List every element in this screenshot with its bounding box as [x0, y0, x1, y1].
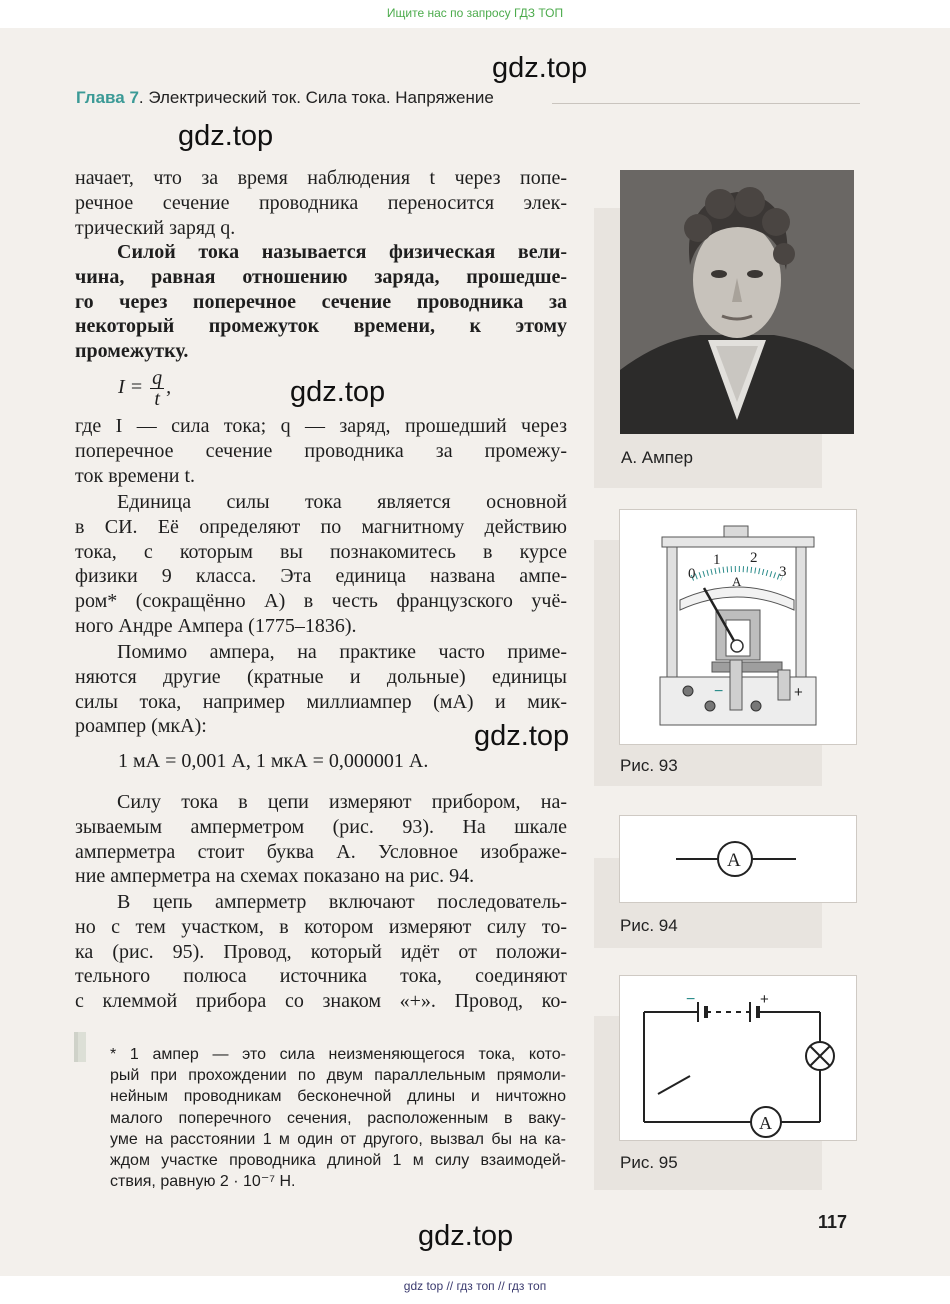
watermark: gdz.top	[178, 120, 274, 152]
text-line: начает, что за время наблюдения t через попе-	[75, 167, 567, 189]
plus-label: +	[794, 684, 803, 701]
circuit-drawing	[620, 976, 856, 1140]
chapter-header	[76, 88, 494, 108]
footnote	[110, 1044, 566, 1192]
watermark: gdz.top	[492, 52, 588, 84]
paragraph-other-units	[75, 640, 567, 739]
scale-letter-a: A	[732, 574, 742, 589]
page-number: 117	[818, 1212, 848, 1232]
formula-lhs: I =	[118, 376, 144, 399]
units-equation: 1 мА = 0,001 А, 1 мкА = 0,000001 А.	[118, 750, 429, 772]
text-line: где I — сила тока; q — заряд, прошедший через	[75, 415, 567, 437]
text-line: ток времени t.	[75, 464, 196, 487]
battery-plus-label: +	[760, 991, 769, 1008]
figure-95-caption: Рис. 95	[620, 1153, 678, 1172]
text-line: го через поперечное сечение проводника за	[75, 290, 567, 313]
header-rule	[552, 103, 860, 104]
battery-minus-label: −	[686, 991, 696, 1008]
text-line: в СИ. Её определяют по магнитному действию	[75, 515, 567, 538]
ammeter-symbol-letter: A	[727, 850, 741, 871]
text-line: зываемым амперметром (рис. 93). На шкале	[75, 815, 567, 838]
text-line: уме на расстоянии 1 м один от другого, вызвал бы на ка-	[110, 1130, 566, 1148]
ampere-portrait-image	[620, 170, 854, 434]
text-line: некоторый промежуток времени, к этому	[75, 315, 567, 338]
paragraph-legend	[75, 414, 567, 488]
text-line: ние амперметра на схемах показано на рис. 94.	[75, 865, 475, 888]
paragraph-ammeter	[75, 790, 567, 889]
paragraph-connection	[75, 890, 567, 1014]
text-line: трический заряд q.	[75, 216, 236, 239]
text-line: Силу тока в цепи измеряют прибором, на-	[117, 791, 567, 813]
figure-95-box	[619, 975, 857, 1141]
watermark: gdz.top	[474, 720, 570, 752]
text-line: * 1 ампер — это сила неизменяющегося тока, кото-	[110, 1046, 566, 1063]
paragraph-intro	[75, 166, 567, 240]
current-formula	[118, 368, 171, 409]
text-line: амперметра стоит буква А. Условное изображе-	[75, 840, 567, 863]
watermark: gdz.top	[290, 376, 386, 408]
text-line: няются другие (кратные и дольные) единицы	[75, 665, 567, 688]
figure-93-caption: Рис. 93	[620, 756, 678, 775]
minus-label: −	[714, 683, 724, 700]
text-line: с клеммой прибора со знаком «+». Провод, ко-	[75, 990, 567, 1013]
text-line: поперечное сечение проводника за промежу-	[75, 439, 567, 462]
text-line: тока, с которым вы познакомитесь в курсе	[75, 540, 567, 563]
watermark: gdz.top	[418, 1220, 514, 1252]
text-line: малого поперечного сечения, расположенным в ваку-	[110, 1109, 566, 1127]
bottom-links[interactable]: gdz top // гдз топ // гдз топ	[403, 1279, 547, 1293]
text-line: физики 9 класса. Эта единица названа ампе-	[75, 565, 567, 588]
text-line: силы тока, например миллиампер (мА) и мик-	[75, 690, 567, 713]
paragraph-si-unit	[75, 490, 567, 639]
definition-current	[75, 240, 567, 364]
text-line: ного Андре Ампера (1775–1836).	[75, 614, 357, 637]
formula-numerator: q	[152, 367, 163, 389]
formula-fraction	[150, 368, 164, 409]
text-line: тельного полюса источника тока, соединяют	[75, 965, 567, 988]
text-line: речное сечение проводника переносится элек-	[75, 191, 567, 214]
chapter-label: Глава 7	[76, 88, 139, 107]
text-line: ром* (сокращённо А) в честь французского учё-	[75, 590, 567, 613]
text-line: рый при прохождении по двум параллельным прямоли-	[110, 1067, 566, 1085]
text-line: ствия, равную 2 · 10⁻⁷ Н.	[110, 1173, 296, 1191]
text-line: но с тем участком, в котором измеряют силу то-	[75, 915, 567, 938]
text-line: промежутку.	[75, 340, 189, 363]
text-line: чина, равная отношению заряда, прошедше-	[75, 265, 567, 288]
figure-94-caption: Рис. 94	[620, 916, 678, 935]
scale-label-0: 0	[688, 566, 696, 582]
formula-tail: ,	[166, 376, 172, 399]
text-line: Помимо ампера, на практике часто приме-	[117, 641, 567, 663]
top-banner[interactable]: Ищите нас по запросу ГДЗ ТОП	[386, 6, 564, 20]
chapter-title: . Электрический ток. Сила тока. Напряжение	[138, 88, 494, 107]
ammeter-drawing	[620, 510, 856, 744]
scale-label-1: 1	[713, 552, 721, 568]
text-line: ка (рис. 95). Провод, который идёт от положи-	[75, 940, 567, 963]
scale-label-2: 2	[750, 550, 758, 566]
figure-94-box	[619, 815, 857, 903]
text-line: Единица силы тока является основной	[117, 491, 567, 513]
text-line: Силой тока называется физическая вели-	[117, 241, 567, 263]
text-line: нейным проводникам бесконечной длины и ничтожно	[110, 1088, 566, 1106]
footnote-marker-box	[78, 1032, 86, 1062]
portrait-drawing	[620, 170, 854, 434]
text-line: ждом участке проводника длиной 1 м силу взаимодей-	[110, 1152, 566, 1170]
scale-label-3: 3	[779, 564, 787, 580]
text-line: роампер (мкА):	[75, 715, 207, 738]
figure-93-box	[619, 509, 857, 745]
ammeter-symbol-drawing	[620, 816, 856, 902]
portrait-caption: А. Ампер	[621, 448, 693, 467]
text-line: В цепь амперметр включают последователь-	[117, 891, 567, 913]
circuit-ammeter-letter: A	[759, 1113, 772, 1133]
formula-denominator: t	[154, 388, 160, 410]
